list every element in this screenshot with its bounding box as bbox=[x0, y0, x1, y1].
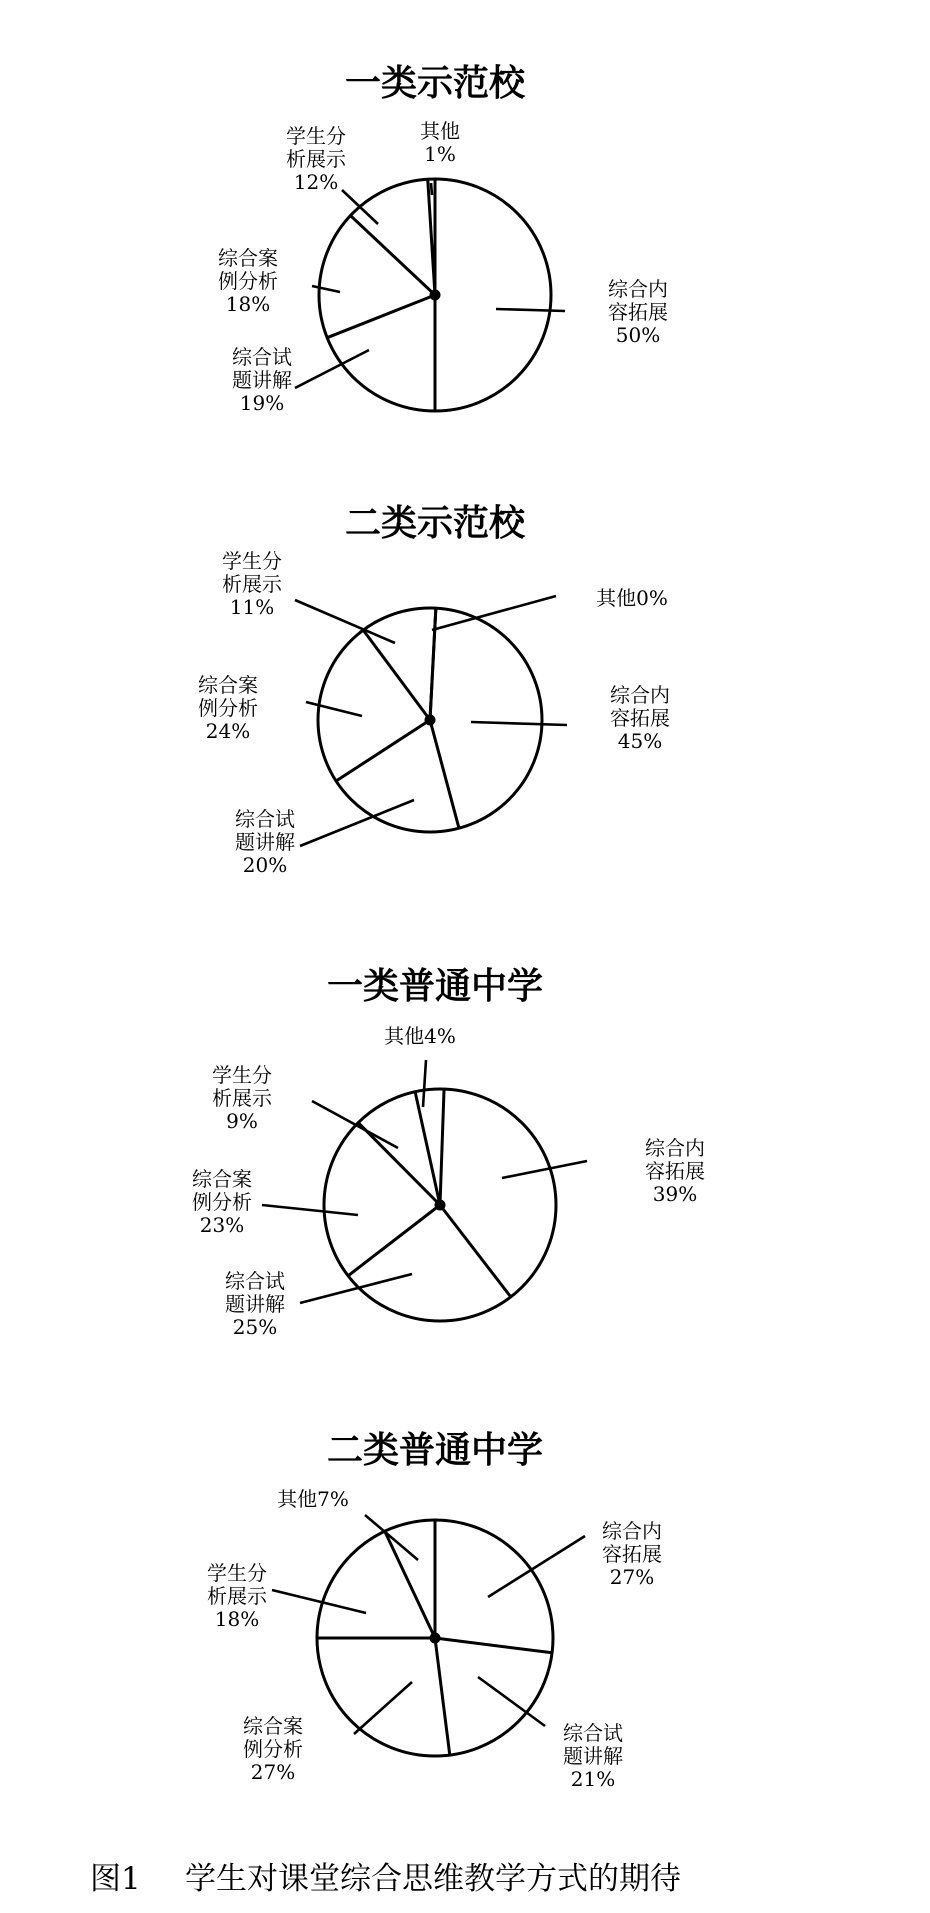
slice-label: 综合案 bbox=[218, 246, 278, 270]
slice-label: 题讲解 bbox=[232, 368, 292, 392]
slice-label: 例分析 bbox=[243, 1737, 303, 1761]
slice-label: 综合内 bbox=[645, 1136, 705, 1160]
leader-line bbox=[471, 722, 567, 725]
slice-percent: 19% bbox=[239, 391, 285, 415]
slice-percent: 45% bbox=[617, 729, 663, 753]
slice-label: 容拓展 bbox=[645, 1159, 705, 1183]
slice-percent: 27% bbox=[250, 1760, 296, 1784]
slice-percent: 24% bbox=[205, 719, 251, 743]
pie-chart bbox=[192, 966, 705, 1339]
leader-line bbox=[312, 286, 340, 292]
leader-line bbox=[306, 702, 362, 716]
slice-percent: 39% bbox=[652, 1182, 698, 1206]
slice-edge bbox=[435, 1638, 450, 1755]
chart-title: 二类普通中学 bbox=[326, 1430, 544, 1471]
slice-edge bbox=[363, 630, 430, 720]
slice-percent: 21% bbox=[570, 1767, 616, 1791]
pie-center-dot bbox=[425, 715, 436, 726]
slice-edge bbox=[336, 720, 430, 781]
slice-edge bbox=[358, 1123, 440, 1205]
slice-label: 题讲解 bbox=[563, 1744, 623, 1768]
slice-label: 容拓展 bbox=[610, 706, 670, 730]
slice-edge bbox=[385, 1531, 435, 1638]
slice-label: 综合内 bbox=[610, 683, 670, 707]
slice-percent: 11% bbox=[229, 595, 275, 619]
slice-percent: 27% bbox=[609, 1565, 655, 1589]
slice-percent: 23% bbox=[199, 1213, 245, 1237]
pie-chart bbox=[207, 1430, 662, 1791]
slice-label: 例分析 bbox=[192, 1190, 252, 1214]
pie-center-dot bbox=[430, 290, 441, 301]
slice-label: 综合内 bbox=[608, 277, 668, 301]
slice-label: 其他4% bbox=[384, 1024, 456, 1048]
slice-label: 其他7% bbox=[277, 1487, 349, 1511]
slice-label: 综合试 bbox=[225, 1269, 285, 1293]
chart-title: 一类普通中学 bbox=[326, 966, 544, 1007]
slice-label: 析展示 bbox=[207, 1584, 267, 1608]
leader-line bbox=[432, 596, 556, 630]
pie-center-dot bbox=[435, 1200, 446, 1211]
slice-edge bbox=[430, 720, 459, 828]
slice-label: 综合案 bbox=[192, 1167, 252, 1191]
leader-line bbox=[502, 1161, 587, 1178]
slice-label: 例分析 bbox=[218, 269, 278, 293]
chart-title: 二类示范校 bbox=[344, 503, 526, 544]
leader-line bbox=[423, 1060, 426, 1107]
slice-edge bbox=[327, 295, 435, 338]
slice-percent: 1% bbox=[424, 142, 456, 166]
pie-center-dot bbox=[430, 1633, 441, 1644]
slice-percent: 12% bbox=[293, 170, 339, 194]
leader-line bbox=[312, 1101, 398, 1148]
leader-line bbox=[488, 1536, 585, 1597]
slice-label: 学生分 bbox=[222, 549, 282, 573]
slice-percent: 18% bbox=[214, 1607, 260, 1631]
slice-label: 例分析 bbox=[198, 696, 258, 720]
slice-edge bbox=[435, 1638, 552, 1653]
slice-percent: 9% bbox=[226, 1109, 258, 1133]
slice-edge bbox=[440, 1089, 444, 1205]
slice-label: 题讲解 bbox=[225, 1292, 285, 1316]
slice-edge bbox=[348, 1205, 440, 1276]
leader-line bbox=[300, 1274, 412, 1303]
figure-caption-number: 图1 bbox=[90, 1861, 141, 1897]
pie-chart bbox=[198, 503, 670, 877]
chart-title: 一类示范校 bbox=[344, 63, 526, 104]
slice-percent: 20% bbox=[242, 853, 288, 877]
slice-edge bbox=[415, 1092, 440, 1205]
slice-percent: 50% bbox=[615, 323, 661, 347]
slice-label: 综合试 bbox=[235, 807, 295, 831]
slice-edge bbox=[430, 608, 436, 720]
figure-caption-text: 学生对课堂综合思维教学方式的期待 bbox=[185, 1861, 681, 1897]
slice-percent: 25% bbox=[232, 1315, 278, 1339]
slice-label: 学生分 bbox=[212, 1063, 272, 1087]
slice-label: 其他 bbox=[420, 119, 460, 143]
slice-label: 学生分 bbox=[207, 1561, 267, 1585]
leader-line bbox=[262, 1205, 358, 1215]
slice-label: 容拓展 bbox=[608, 300, 668, 324]
slice-label: 析展示 bbox=[212, 1086, 272, 1110]
slice-edge bbox=[350, 216, 435, 295]
slice-percent: 18% bbox=[225, 292, 271, 316]
leader-line bbox=[354, 1682, 412, 1734]
slice-label: 综合试 bbox=[563, 1721, 623, 1745]
slice-label: 析展示 bbox=[222, 572, 282, 596]
slice-label: 容拓展 bbox=[602, 1542, 662, 1566]
slice-label: 综合案 bbox=[243, 1714, 303, 1738]
leader-line bbox=[431, 183, 432, 195]
leader-line bbox=[295, 600, 395, 643]
slice-label: 综合案 bbox=[198, 673, 258, 697]
slice-label: 析展示 bbox=[286, 147, 346, 171]
pie-chart bbox=[218, 63, 668, 415]
pie-charts-group bbox=[192, 63, 705, 1791]
leader-line bbox=[496, 309, 565, 311]
slice-label: 题讲解 bbox=[235, 830, 295, 854]
slice-label: 综合内 bbox=[602, 1519, 662, 1543]
slice-label: 学生分 bbox=[286, 124, 346, 148]
slice-edge bbox=[440, 1205, 511, 1297]
slice-label: 综合试 bbox=[232, 345, 292, 369]
slice-label: 其他0% bbox=[596, 586, 668, 610]
